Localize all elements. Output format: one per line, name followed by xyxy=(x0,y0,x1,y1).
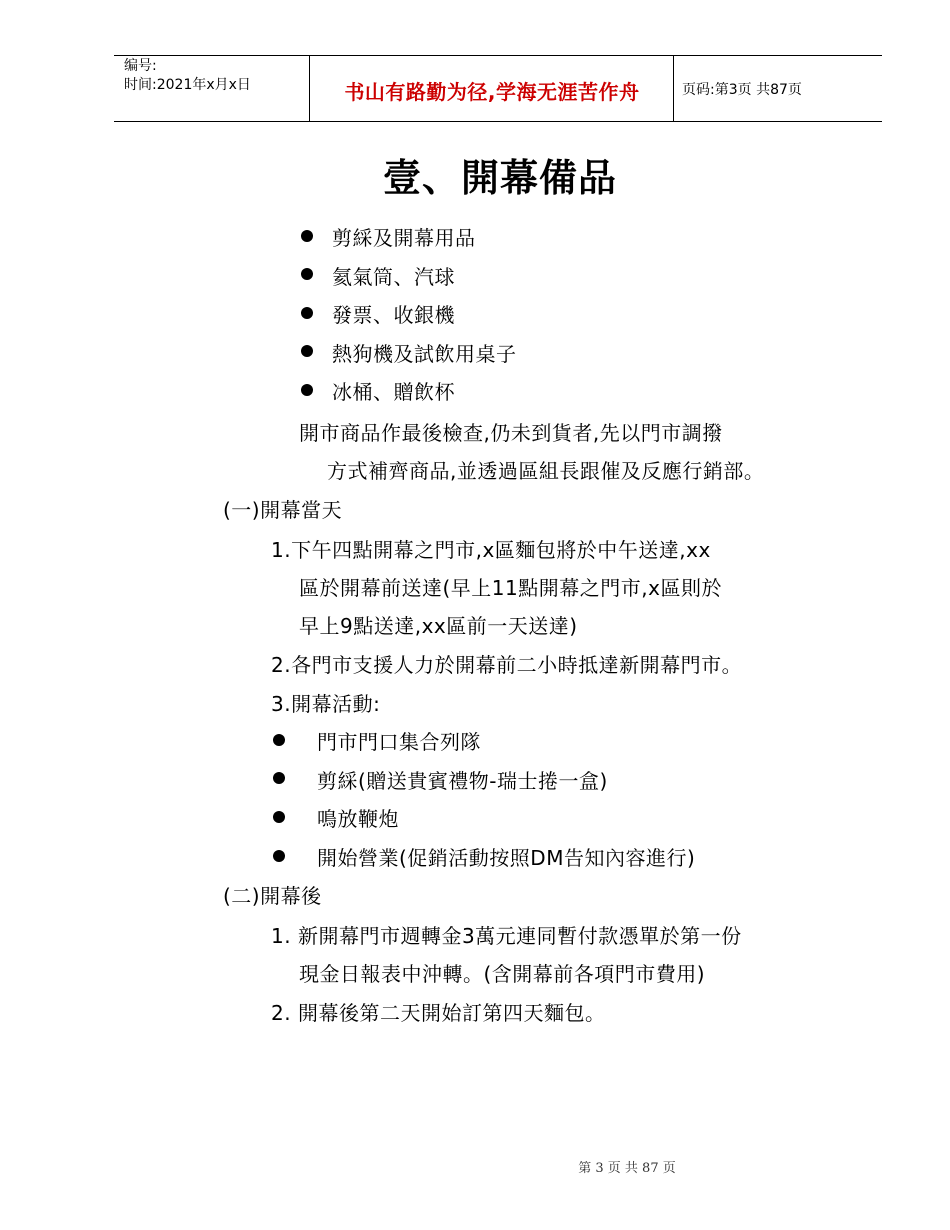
bullet-icon xyxy=(301,230,313,242)
note-line: 開市商品作最後檢查,仍未到貨者,先以門市調撥 xyxy=(299,421,723,445)
bullet-icon xyxy=(301,307,313,319)
bullet-icon xyxy=(301,345,313,357)
bullet-icon xyxy=(273,772,285,784)
list-item: 剪綵及開幕用品 xyxy=(332,226,476,250)
header-top-rule xyxy=(114,55,882,56)
paragraph-line: 現金日報表中沖轉。(含開幕前各項門市費用) xyxy=(299,962,706,986)
note-line: 方式補齊商品,並透過區組長跟催及反應行銷部。 xyxy=(327,459,765,483)
paragraph-line: 早上9點送達,xx區前一天送達) xyxy=(299,614,578,638)
section-heading: (二)開幕後 xyxy=(223,884,322,908)
bullet-icon xyxy=(273,850,285,862)
section-heading: (一)開幕當天 xyxy=(223,498,343,522)
page-footer: 第 3 页 共 87 页 xyxy=(578,1161,676,1176)
activity-item: 剪綵(贈送貴賓禮物-瑞士捲一盒) xyxy=(317,769,608,793)
paragraph-line: 2. 開幕後第二天開始訂第四天麵包。 xyxy=(271,1001,606,1025)
paragraph-line: 區於開幕前送達(早上11點開幕之門市,x區則於 xyxy=(299,576,722,600)
page-title: 壹、開幕備品 xyxy=(382,156,617,200)
header-motto: 书山有路勤为径,学海无涯苦作舟 xyxy=(344,80,640,104)
paragraph-line: 1.下午四點開幕之門市,x區麵包將於中午送達,xx xyxy=(271,538,711,562)
activity-item: 開始營業(促銷活動按照DM告知內容進行) xyxy=(317,846,696,870)
bullet-icon xyxy=(301,268,313,280)
header-divider-right xyxy=(673,56,674,121)
list-item: 氦氣筒、汽球 xyxy=(332,265,455,289)
header-page-info: 页码:第3页 共87页 xyxy=(682,82,802,98)
bullet-icon xyxy=(273,811,285,823)
list-item: 冰桶、贈飲杯 xyxy=(332,380,455,404)
header-meta xyxy=(124,57,251,95)
activity-item: 門市門口集合列隊 xyxy=(317,730,481,754)
activity-item: 鳴放鞭炮 xyxy=(317,807,399,831)
header-number-label: 编号: xyxy=(124,58,157,74)
paragraph-line: 1. 新開幕門市週轉金3萬元連同暫付款憑單於第一份 xyxy=(271,924,742,948)
paragraph-line: 3.開幕活動: xyxy=(271,692,381,716)
paragraph-line: 2.各門市支援人力於開幕前二小時抵達新開幕門市。 xyxy=(271,653,743,677)
list-item: 熱狗機及試飲用桌子 xyxy=(332,342,517,366)
bullet-icon xyxy=(273,734,285,746)
bullet-icon xyxy=(301,384,313,396)
list-item: 發票、收銀機 xyxy=(332,303,455,327)
header-bottom-rule xyxy=(114,121,882,122)
header-divider-left xyxy=(309,56,310,121)
header-time-label: 时间:2021年x月x日 xyxy=(124,77,251,93)
